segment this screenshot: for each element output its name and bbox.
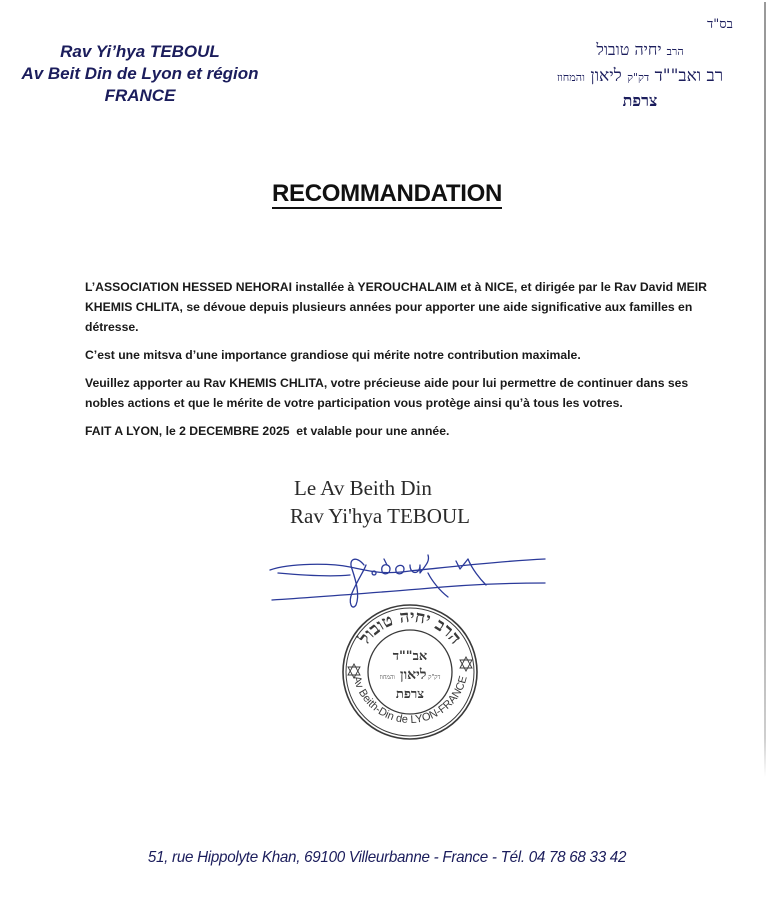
signature-stroke	[372, 571, 376, 575]
hebrew-role-small-b: והמחוז	[556, 71, 585, 84]
bsd-mark: בס"ד	[707, 17, 733, 32]
letterhead-french	[18, 41, 262, 107]
hebrew-name: יחיה טובול	[596, 40, 662, 59]
letterhead-hebrew-name	[520, 38, 760, 64]
scan-edge-line	[764, 2, 766, 777]
stamp-inner-line1: אב""ד	[392, 649, 428, 664]
signatory-title: Le Av Beith Din	[294, 476, 432, 500]
body-paragraph: C’est une mitsva d’une importance grandiose qui mérite notre contribution maximale.	[85, 348, 581, 362]
body-paragraph: L’ASSOCIATION HESSED NEHORAI installée à YEROUCHALAIM et à NICE, et dirigée par le Rav David MEIR KHEMIS CHLITA, se dévoue depuis plusieurs années pour apporter une aide significative aux familles en détresse.	[85, 280, 707, 334]
letterhead-name: Rav Yi’hya TEBOUL	[60, 42, 220, 61]
letterhead-hebrew	[520, 38, 760, 112]
stamp-bottom-text: Av Beith-Din de LYON-FRANCE	[350, 674, 470, 726]
signature-stroke	[278, 573, 350, 576]
signature-stroke	[428, 573, 448, 597]
body-paragraph-date: FAIT A LYON, le 2 DECEMBRE 2025 et valable pour une année.	[85, 424, 450, 438]
stamp-inner-line3: צרפת	[395, 687, 425, 702]
letterhead-country: FRANCE	[104, 86, 176, 105]
hebrew-role-small-a: דק"ק	[627, 71, 650, 84]
letterhead-hebrew-role	[520, 64, 760, 90]
hebrew-role-a: רב ואב""ד	[654, 66, 724, 86]
signatory-name: Rav Yi'hya TEBOUL	[290, 504, 470, 528]
letterhead-role: Av Beit Din de Lyon et région	[21, 64, 259, 83]
letterhead-hebrew-country: צרפת	[622, 91, 658, 110]
document-title-wrap	[0, 180, 774, 208]
signature-stroke	[350, 559, 366, 607]
stamp-inner-line2: דק"ק ליאון והמחוז	[379, 667, 441, 683]
signature-stroke	[456, 559, 486, 585]
signature-block	[290, 474, 530, 530]
stamp-top-text: הרב יחיה טובול	[354, 606, 466, 649]
signature-stroke	[270, 559, 545, 573]
official-stamp	[340, 602, 480, 742]
hebrew-role-city: ליאון	[590, 66, 622, 86]
hebrew-title-rav: הרב	[666, 45, 684, 58]
letter-body	[85, 277, 725, 449]
document-title: RECOMMANDATION	[272, 180, 502, 207]
star-of-david-icon-right	[460, 657, 472, 671]
footer-address: 51, rue Hippolyte Khan, 69100 Villeurbanne - France - Tél. 04 78 68 33 42	[147, 849, 627, 866]
body-paragraph: Veuillez apporter au Rav KHEMIS CHLITA, votre précieuse aide pour lui permettre de continuer dans ses nobles actions et que le mérite de votre participation vous protège ainsi qu’à tous les votres.	[85, 376, 689, 410]
signature-stroke	[272, 583, 545, 600]
